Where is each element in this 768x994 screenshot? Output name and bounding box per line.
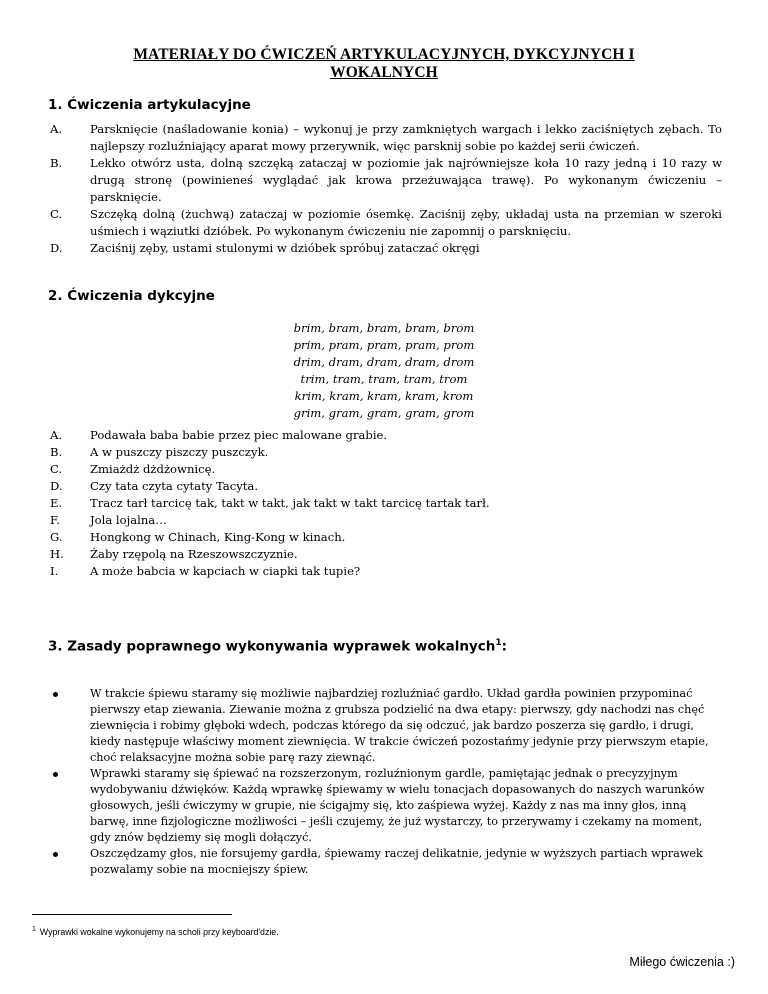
- bullet-text: W trakcie śpiewu staramy się możliwie najbardziej rozluźniać gardło. Układ gardła powinien przypominać pierwszy etap ziewania. Ziewanie można z grubsza podzielić na dwa etapy: pierwszy, gdy nachodzi nas chęć ziewnięcia i robimy głęboki wdech, podczas którego da się odczuć, jak bardzo poszerza się gardło, i drugi, kiedy następuje właściwy moment ziewnięcia. W trakcie ćwiczeń pozostańmy jedynie przy pierwszym etapie, choć relaksacyjne można sobie parę razy ziewnąć.: [90, 687, 709, 764]
- title-line-1: MATERIAŁY DO ĆWICZEŃ ARTYKULACYJNYCH, DYKCYJNYCH I: [133, 46, 635, 63]
- item-text: Parsknięcie (naśladowanie konia) – wykonuj je przy zamkniętych wargach i lekko zaciśniętych zębach. To najlepszy rozluźniający aparat mowy przerywnik, więc parsknij sobie po każdej serii ćwiczeń.: [90, 122, 722, 153]
- item-text: Hongkong w Chinach, King-Kong w kinach.: [90, 530, 346, 544]
- diction-drill: [200, 320, 568, 422]
- item-letter: A.: [50, 428, 63, 442]
- bullet-item: [50, 686, 722, 766]
- tongue-twister-list: [50, 427, 722, 580]
- list-item: [50, 529, 722, 546]
- item-letter: A.: [50, 122, 63, 136]
- bullet-text: Wprawki staramy się śpiewać na rozszerzonym, rozluźnionym gardle, pamiętając jednak o precyzyjnym wydobywaniu dźwięków. Każdą wprawkę śpiewamy w wielu tonacjach dopasowanych do naszych warunków głosowych, jeśli ćwiczymy w grupie, nie ścigajmy się, kto zaśpiewa wyżej. Każdy z nas ma inny głos, inną barwę, inne fizjologiczne możliwości – jeśli czujemy, że już wystarczy, to przerywamy i czekamy na moment, gdy znów będziemy się mogli dołączyć.: [90, 767, 705, 844]
- footnote-number: 1: [32, 926, 36, 933]
- item-text: Lekko otwórz usta, dolną szczęką zataczaj w poziomie jak najrówniejsze koła 10 razy jedną i 10 razy w drugą stronę (powinieneś wyglądać jak krowa przeżuwająca trawę). Po wykonanym ćwiczeniu – parsknięcie.: [90, 156, 722, 204]
- footnote: [32, 924, 279, 938]
- item-text: Tracz tarł tarcicę tak, takt w takt, jak takt w takt tarcicę tartak tarł.: [90, 496, 490, 510]
- list-item: [50, 206, 722, 240]
- footnote-reference[interactable]: 1: [495, 638, 502, 648]
- item-letter: B.: [50, 445, 63, 459]
- section-1-heading: 1. Ćwiczenia artykulacyjne: [48, 97, 251, 113]
- item-letter: B.: [50, 156, 63, 170]
- item-text: Zmiażdż dżdżownicę.: [90, 462, 216, 476]
- item-letter: H.: [50, 547, 64, 561]
- list-item: [50, 546, 722, 563]
- bullet-dot-icon: [53, 852, 58, 857]
- drill-line: grim, gram, gram, gram, grom: [293, 406, 475, 420]
- item-letter: I.: [50, 564, 59, 578]
- list-item: [50, 240, 722, 257]
- list-item: [50, 512, 722, 529]
- drill-line: trim, tram, tram, tram, trom: [300, 372, 468, 386]
- drill-line: brim, bram, bram, bram, brom: [293, 321, 475, 335]
- list-item: [50, 155, 722, 206]
- list-item: [50, 563, 722, 580]
- footnote-separator: [32, 914, 232, 915]
- item-letter: G.: [50, 530, 63, 544]
- bullet-text: Oszczędzamy głos, nie forsujemy gardła, śpiewamy raczej delikatnie, jedynie w wyższych partiach wprawek pozwalamy sobie na mocniejszy śpiew.: [90, 847, 703, 876]
- footnote-text: Wyprawki wokalne wykonujemy na scholi przy keyboard'dzie.: [39, 927, 279, 937]
- item-text: A może babcia w kapciach w ciapki tak tupie?: [90, 564, 361, 578]
- bullet-item: [50, 846, 722, 878]
- list-item: [50, 495, 722, 512]
- item-text: Jola lojalna…: [90, 513, 167, 527]
- drill-line: krim, kram, kram, kram, krom: [294, 389, 474, 403]
- list-item: [50, 427, 722, 444]
- item-text: Podawała baba babie przez piec malowane grabie.: [90, 428, 388, 442]
- list-item: [50, 478, 722, 495]
- item-text: A w puszczy piszczy puszczyk.: [90, 445, 269, 459]
- section-2-heading: 2. Ćwiczenia dykcyjne: [48, 288, 215, 304]
- section-3-heading-text: 3. Zasady poprawnego wykonywania wyprawek wokalnych: [48, 638, 496, 655]
- list-item: [50, 444, 722, 461]
- vocal-rules-list: [50, 686, 722, 878]
- title-line-2: WOKALNYCH: [330, 64, 438, 81]
- closing-note: Miłego ćwiczenia :): [629, 955, 735, 969]
- heading-colon: :: [501, 638, 508, 655]
- drill-line: prim, pram, pram, pram, prom: [293, 338, 475, 352]
- section-3-heading: [48, 634, 507, 656]
- item-letter: C.: [50, 207, 63, 221]
- list-item: [50, 461, 722, 478]
- articulation-list: [50, 121, 722, 257]
- bullet-item: [50, 766, 722, 846]
- item-text: Czy tata czyta cytaty Tacyta.: [90, 479, 259, 493]
- item-text: Szczęką dolną (żuchwą) zataczaj w poziomie ósemkę. Zaciśnij zęby, układaj usta na przemian w szeroki uśmiech i wąziutki dzióbek. Po wykonanym ćwiczeniu nie zapomnij o parsknięciu.: [90, 207, 722, 238]
- item-letter: C.: [50, 462, 63, 476]
- item-letter: E.: [50, 496, 63, 510]
- item-letter: D.: [50, 479, 63, 493]
- drill-line: drim, dram, dram, dram, drom: [293, 355, 475, 369]
- list-item: [50, 121, 722, 155]
- item-text: Żaby rzępolą na Rzeszowszczyznie.: [90, 547, 298, 561]
- document-title: [90, 46, 678, 82]
- item-text: Zaciśnij zęby, ustami stulonymi w dzióbek spróbuj zataczać okręgi: [90, 241, 480, 255]
- item-letter: F.: [50, 513, 60, 527]
- bullet-dot-icon: [53, 772, 58, 777]
- bullet-dot-icon: [53, 692, 58, 697]
- item-letter: D.: [50, 241, 63, 255]
